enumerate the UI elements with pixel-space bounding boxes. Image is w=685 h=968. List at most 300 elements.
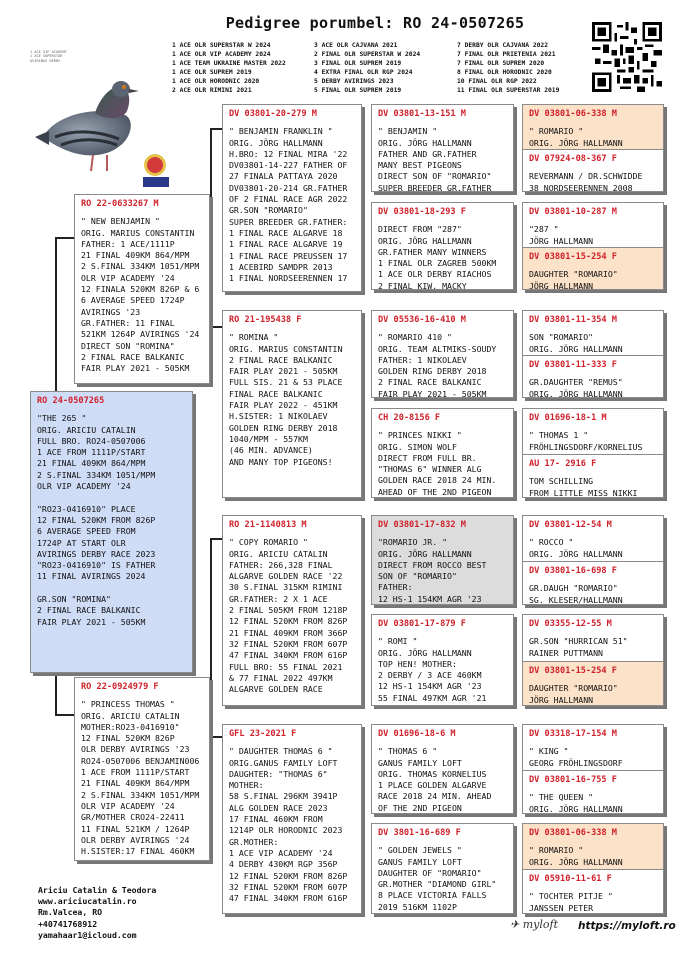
card-line: AHEAD OF THE 2ND PIGEON xyxy=(378,486,492,497)
card-lines xyxy=(378,332,508,398)
gen4-card[interactable] xyxy=(371,310,514,398)
card-line: GR.FATHER: 2 X 1 ACE xyxy=(229,593,328,604)
result-item: 1 ACE OLR HORODNIC 2020 xyxy=(172,77,260,85)
card-line: 2 FINAL KIW. MACKY xyxy=(378,280,467,290)
card-line: OLR DERBY AVIRINGS '24 xyxy=(81,834,190,845)
card-line: SON OF "ROMARIO" xyxy=(378,571,457,582)
card-line: RO24-0507006 BENJAMIN006 xyxy=(81,755,200,766)
card-line: ORIG. JÖRG HALLMANN xyxy=(229,137,323,148)
card-line: FULL BRO. RO24-0507006 xyxy=(37,435,146,446)
card-line: GEORG FRÖHLINGSDORF xyxy=(529,757,623,768)
card-line: 1 PLACE GOLDEN ALGARVE xyxy=(378,780,487,791)
gen5-card[interactable] xyxy=(522,408,664,498)
card-line: 2 FINAL 505KM FROM 1218P xyxy=(229,605,348,616)
card-line: GR.DAUGH "ROMARIO" xyxy=(529,583,618,594)
card-line: "THE 265 " xyxy=(37,413,87,424)
card-line: SON "ROMARIO" xyxy=(529,332,594,343)
card-line: 32 FINAL 520KM FROM 607P xyxy=(229,881,348,892)
card-line: DV03801-14-227 FATHER OF xyxy=(229,160,348,171)
card-line: FAIR PLAY 2021 - 505KM xyxy=(81,363,190,374)
card-line: ORIG. JÖRG HALLMANN xyxy=(529,388,623,398)
ring-number: DV 03801-11-354 M xyxy=(529,315,617,325)
card-line: ORIG. MARIUS CONSTANTIN xyxy=(229,343,343,354)
card-line: 38 NORDSEERENNEN 2008 xyxy=(529,182,633,192)
card-line: 17 FINAL 460KM FROM xyxy=(229,814,323,825)
result-item: 3 ACE OLR CAJVANA 2021 xyxy=(314,42,398,49)
connector-line xyxy=(362,526,364,626)
card-line: 2 S.FINAL 334KM 1051/MPM xyxy=(37,469,156,480)
card-line: ORIG. JÖRG HALLMANN xyxy=(529,548,623,559)
card-line: 4 DERBY 430KM RGP 356P xyxy=(229,859,338,870)
card-line: GR.SON "HURRICAN 51" xyxy=(529,636,628,647)
card-line: " ROMARIO 410 " xyxy=(378,332,452,343)
ring-number: DV 03318-17-154 M xyxy=(529,729,617,739)
card-line: OLR DERBY AVIRINGS '23 xyxy=(81,744,190,755)
card-line: " ROCCO " xyxy=(529,537,574,548)
card-line: 2 FINAL RACE BALKANIC xyxy=(229,354,333,365)
result-item: 1 ACE OLR VIP ACADEMY 2024 xyxy=(172,50,271,58)
card-lines xyxy=(378,430,508,498)
card-line: ORIG. JÖRG HALLMANN xyxy=(378,137,472,148)
card-lines xyxy=(81,216,204,374)
card-line: 1 FINAL RACE ALGARVE 18 xyxy=(229,227,343,238)
card-line: ORIG. JÖRG HALLMANN xyxy=(529,803,623,814)
pigeon-photo xyxy=(35,75,170,195)
result-item: 8 FINAL OLR HORODNIC 2020 xyxy=(457,68,552,76)
card-line: 12 FINAL 520KM FROM 826P xyxy=(229,616,348,627)
card-line: AVIRINGS '23 xyxy=(81,306,141,317)
card-line: ORIG. ARICIU CATALIN xyxy=(229,548,328,559)
card-line: " GOLDEN JEWELS " xyxy=(378,845,462,856)
card-line: 21 FINAL 409KM 864/MPM xyxy=(37,458,146,469)
card-line: 12 FINALA 520KM 826P & 6 xyxy=(81,284,200,295)
card-line: 21 FINAL 409KM 864/MPM xyxy=(81,778,190,789)
card-line: ORIG. JÖRG HALLMANN xyxy=(378,548,472,559)
card-line: 47 FINAL 340KM FROM 616P xyxy=(229,893,348,904)
card-line: 11 FINAL AVIRINGS 2024 xyxy=(37,571,146,582)
card-line: ORIG. ARICIU CATALIN xyxy=(81,710,180,721)
card-lines xyxy=(229,746,356,904)
ring-number: DV 03801-12-54 M xyxy=(529,520,612,530)
card-line: FROM LITTLE MISS NIKKI xyxy=(529,487,638,498)
card-line: 2 FINAL RACE BALKANIC xyxy=(378,377,482,388)
card-line: "287 " xyxy=(529,224,559,235)
card-line: ALG GOLDEN RACE 2023 xyxy=(229,802,328,813)
ring-number: DV 03801-15-254 F xyxy=(529,252,617,262)
ring-number: DV 03801-06-338 M xyxy=(529,109,617,119)
card-line: 6 AVERAGE SPEED 1724P xyxy=(81,295,185,306)
myloft-link[interactable]: https://myloft.ro xyxy=(578,920,676,932)
card-line: 2 DERBY / 3 ACE 460KM xyxy=(378,670,482,681)
card-line: H.SISTER: 1 NIKOLAEV xyxy=(229,411,328,422)
connector-line xyxy=(210,538,212,738)
gen5-sub-card[interactable] xyxy=(523,770,663,814)
card-line: TOP HEN! MOTHER: xyxy=(378,658,457,669)
sire-dam-card[interactable] xyxy=(222,310,362,498)
card-line: 1 FINAL NORDSEERENNEN 17 xyxy=(229,273,348,284)
card-line: GR.MOTHER: xyxy=(229,836,279,847)
card-line: & 77 FINAL 2022 497KM xyxy=(229,672,333,683)
card-line: FAIR PLAY 2021 - 505KM xyxy=(229,366,338,377)
ring-number: RO 22-0924979 F xyxy=(81,682,159,692)
card-line: AND MANY TOP PIGEONS! xyxy=(229,456,333,467)
card-line: SUPER BREEDER GR.FATHER xyxy=(378,182,492,192)
ring-number: AU 17- 2916 F xyxy=(529,459,597,469)
dam-dam-card[interactable] xyxy=(222,724,362,914)
card-line: H.BRO: 12 FINAL MIRA '22 xyxy=(229,148,348,159)
card-line: GOLDEN RING DERBY 2018 xyxy=(378,366,487,377)
card-line: JÖRG HALLMANN xyxy=(529,235,594,246)
gen5-sub-card[interactable] xyxy=(523,355,663,398)
card-line: 1 ACE VIP ACADEMY '24 xyxy=(229,847,333,858)
card-line: " BENJAMIN FRANKLIN " xyxy=(229,126,333,137)
result-item: 1 ACE OLR SUPREM 2019 xyxy=(172,68,252,76)
card-line: MOTHER: xyxy=(229,780,264,791)
card-line: 1 FINAL RACE ALGARVE 19 xyxy=(229,239,343,250)
gen5-card[interactable] xyxy=(522,724,664,814)
sire-sire-card[interactable] xyxy=(222,104,362,292)
ring-number: GFL 23-2021 F xyxy=(229,729,297,739)
card-line: DAUGHTER "ROMARIO" xyxy=(529,683,618,694)
ring-number: CH 20-8156 F xyxy=(378,413,441,423)
connector-line xyxy=(55,237,57,394)
card-line: ORIG. JÖRG HALLMANN xyxy=(529,856,623,867)
card-line: 6 AVERAGE SPEED FROM xyxy=(37,526,136,537)
gen5-card[interactable] xyxy=(522,104,664,192)
card-line: DIRECT SON "ROMINA" xyxy=(81,340,175,351)
gen4-card[interactable] xyxy=(371,724,514,814)
gen5-card[interactable] xyxy=(522,614,664,706)
card-line: 21 FINAL 409KM FROM 366P xyxy=(229,627,348,638)
gen5-card[interactable] xyxy=(522,310,664,398)
card-line: MOTHER:RO23-0416910" xyxy=(81,721,180,732)
ring-number: DV 03355-12-55 M xyxy=(529,619,612,629)
card-line: GANUS FAMILY LOFT xyxy=(378,757,462,768)
connector-line xyxy=(55,714,75,716)
card-line: FULL BRO: 55 FINAL 2021 xyxy=(229,661,343,672)
card-lines xyxy=(229,126,356,284)
card-line: 32 FINAL 520KM FROM 607P xyxy=(229,638,348,649)
breeder-name: Ariciu Catalin & Teodora xyxy=(38,885,157,895)
connector-line xyxy=(55,237,75,239)
card-line: ORIG. JÖRG HALLMANN xyxy=(529,343,623,354)
card-line: 8 PLACE VICTORIA FALLS xyxy=(378,890,487,901)
card-lines xyxy=(81,699,204,857)
card-line: " TOCHTER PITJE " xyxy=(529,891,613,902)
card-line: H.SISTER:17 FINAL 460KM xyxy=(81,846,195,857)
ring-number: DV 03801-16-755 F xyxy=(529,775,617,785)
card-line: 1 FINAL RACE PREUSSEN 17 xyxy=(229,250,348,261)
card-line: DIRECT FROM ROCCO BEST xyxy=(378,559,487,570)
result-item: 10 FINAL OLR RGP 2022 xyxy=(457,77,537,85)
card-line: 2 S.FINAL 334KM 1051/MPM xyxy=(81,261,200,272)
ring-number: RO 24-0507265 xyxy=(37,396,105,406)
card-line: FINAL RACE BALKANIC xyxy=(229,388,323,399)
card-lines xyxy=(37,413,187,628)
gen4-card[interactable] xyxy=(371,202,514,290)
gen4-card[interactable] xyxy=(371,515,514,605)
card-line: " BENJAMIN " xyxy=(378,126,438,137)
card-line xyxy=(37,583,187,594)
card-line: DAUGHTER: "THOMAS 6" xyxy=(229,768,328,779)
card-line: " DAUGHTER THOMAS 6 " xyxy=(229,746,333,757)
card-line: FATHER: xyxy=(378,582,413,593)
card-lines xyxy=(378,746,508,814)
ring-number: DV 03801-17-832 M xyxy=(378,520,466,530)
card-line: 12 HS-1 154KM AGR '23 xyxy=(378,593,482,604)
ring-number: DV 07924-08-367 F xyxy=(529,154,617,164)
result-item: 5 FINAL OLR SUPREM 2019 xyxy=(314,86,402,94)
card-line: OF 2 FINAL RACE AGR 2022 xyxy=(229,194,348,205)
bird-icon: ✈ xyxy=(510,918,520,931)
card-line: " ROMI " xyxy=(378,636,418,647)
card-line: (46 MIN. ADVANCE) xyxy=(229,445,313,456)
card-line: ORIG. ARICIU CATALIN xyxy=(37,424,136,435)
card-line: "THOMAS 6" WINNER ALG xyxy=(378,464,482,475)
gen5-sub-card[interactable] xyxy=(523,149,663,192)
sire-card[interactable] xyxy=(74,194,210,384)
card-line: 2 FINAL RACE BALKANIC xyxy=(37,605,141,616)
card-line: ORIG. JÖRG HALLMANN xyxy=(378,235,472,246)
myloft-logo: ✈ myloft xyxy=(510,918,558,931)
card-lines xyxy=(378,537,508,605)
card-line: GR/MOTHER CRO24-22411 xyxy=(81,812,185,823)
card-line: DAUGHTER OF "ROMARIO" xyxy=(378,867,482,878)
gen4-card[interactable] xyxy=(371,614,514,706)
card-line: DIRECT FROM FULL BR. xyxy=(378,452,477,463)
card-line: " NEW BENJAMIN " xyxy=(81,216,160,227)
card-line: REVERMANN / DR.SCHWIDDE xyxy=(529,171,643,182)
gen5-sub-card[interactable] xyxy=(523,454,663,498)
result-item: 3 FINAL OLR SUPREM 2019 xyxy=(314,59,402,67)
ring-number: DV 03801-11-333 F xyxy=(529,360,617,370)
card-line: ALGARVE GOLDEN RACE xyxy=(229,684,323,695)
card-line: JÖRG HALLMANN xyxy=(529,280,594,290)
ring-number: DV 3801-16-689 F xyxy=(378,828,461,838)
card-line: " THOMAS 1 " xyxy=(529,430,589,441)
results-list xyxy=(172,42,592,95)
card-line: GR.FATHER MANY WINNERS xyxy=(378,246,487,257)
ring-number: DV 03801-15-254 F xyxy=(529,666,617,676)
card-line: DAUGHTER "ROMARIO" xyxy=(529,269,618,280)
pigeon-card[interactable] xyxy=(30,391,193,673)
club-logo: 1 ACE VIP ACADEMY 1 ACE SUPERSTAR AVIRINGS DERBY xyxy=(30,50,67,63)
ring-number: DV 03801-17-879 F xyxy=(378,619,466,629)
card-line: " THOMAS 6 " xyxy=(378,746,438,757)
ring-number: DV 03801-18-293 F xyxy=(378,207,466,217)
card-line: RACE 2018 24 MIN. AHEAD xyxy=(378,791,492,802)
card-line: " PRINCES NIKKI " xyxy=(378,430,462,441)
result-item: 7 FINAL OLR SUPREM 2020 xyxy=(457,59,545,67)
card-line: SUPER BREEDER GR.FATHER: xyxy=(229,216,348,227)
breeder-phone[interactable]: +40741768912 xyxy=(38,918,98,929)
card-line: DV03801-20-214 GR.FATHER xyxy=(229,182,348,193)
card-line: GOLDEN RING DERBY 2018 xyxy=(229,422,338,433)
card-line: 30 S.FINAL 315KM RIMINI xyxy=(229,582,343,593)
card-line: 1 ACE OLR DERBY RIACHOS xyxy=(378,269,492,280)
card-line: FAIR PLAY 2021 - 505KM xyxy=(37,616,146,627)
card-line: OF THE 2ND PIGEON xyxy=(378,802,462,813)
card-line: 12 FINAL 520KM 826P xyxy=(81,733,175,744)
card-line: 1 ACEBIRD SAMDPR 2013 xyxy=(229,261,333,272)
card-line: " THE QUEEN " xyxy=(529,792,594,803)
card-line: 55 FINAL 497KM AGR '21 xyxy=(378,692,487,703)
card-lines xyxy=(378,224,508,290)
card-line: ORIG.GANUS FAMILY LOFT xyxy=(229,757,338,768)
connector-line xyxy=(210,128,222,130)
card-line: ORIG. SIMON WOLF xyxy=(378,441,457,452)
card-line: " KING " xyxy=(529,746,569,757)
card-line: " ROMARIO " xyxy=(529,845,584,856)
card-line: 1040/MPM - 557KM xyxy=(229,433,308,444)
card-lines xyxy=(229,537,356,695)
card-line: ALGARVE GOLDEN RACE '22 xyxy=(229,571,343,582)
qr-code[interactable] xyxy=(592,22,662,92)
card-line: 21 FINAL 409KM 864/MPM xyxy=(81,250,190,261)
ring-number: DV 05910-11-61 F xyxy=(529,874,612,884)
connector-line xyxy=(362,736,364,836)
dam-card[interactable] xyxy=(74,677,210,861)
ring-number: RO 21-195438 F xyxy=(229,315,302,325)
breeder-website[interactable]: www.ariciucatalin.ro xyxy=(38,896,137,907)
page-title: Pedigree porumbel: RO 24-0507265 xyxy=(225,14,525,32)
card-line: 58 S.FINAL 296KM 3941P xyxy=(229,791,338,802)
card-line: "ROMARIO JR. " xyxy=(378,537,448,548)
card-line: 12 HS-1 154KM AGR '23 xyxy=(378,681,482,692)
card-line: JÖRG HALLMANN xyxy=(529,694,594,705)
card-line: 12 FINAL 520KM FROM 826P xyxy=(37,514,156,525)
card-line: FATHER: 1 ACE/1111P xyxy=(81,238,175,249)
card-line: 12 FINAL 520KM FROM 826P xyxy=(229,870,348,881)
ring-number: DV 03801-13-151 M xyxy=(378,109,466,119)
card-line: MANY BEST PIGEONS xyxy=(378,160,462,171)
ring-number: DV 03801-20-279 M xyxy=(229,109,317,119)
card-line: 1 ACE FROM 1111P/START xyxy=(81,767,190,778)
dam-sire-card[interactable] xyxy=(222,515,362,706)
card-line: GR.DAUGHTER "REMUS" xyxy=(529,377,623,388)
card-line: ORIG. THOMAS KORNELIUS xyxy=(378,768,487,779)
card-line: "RO23-0416910" IS FATHER xyxy=(37,560,156,571)
card-line: TOM SCHILLING xyxy=(529,476,594,487)
card-line: SG. KLESER/HALLMANN xyxy=(529,594,623,605)
connector-line xyxy=(210,326,222,328)
card-line: GR.FATHER: 11 FINAL xyxy=(81,317,175,328)
card-line: FAIR PLAY 2022 - 451KM xyxy=(229,400,338,411)
gen5-card[interactable] xyxy=(522,202,664,290)
card-line: FULL SIS. 21 & 53 PLACE xyxy=(229,377,343,388)
gen4-card[interactable] xyxy=(371,104,514,192)
card-line: OLR VIP ACADEMY '24 xyxy=(81,800,175,811)
connector-line xyxy=(362,116,364,216)
card-line: 1 ACE FROM 1111P/START xyxy=(37,447,146,458)
card-line: FRÖHLINGSDORF/KORNELIUS xyxy=(529,441,643,452)
result-item: 2 FINAL OLR SUPERSTAR W 2024 xyxy=(314,50,421,58)
card-line: DIRECT FROM "287" xyxy=(378,224,462,235)
gen5-card[interactable] xyxy=(522,823,664,914)
card-line: DIRECT SON OF "ROMARIO" xyxy=(378,171,492,182)
card-lines xyxy=(378,126,508,192)
connector-line xyxy=(210,538,222,540)
ring-number: DV 01696-18-6 M xyxy=(378,729,456,739)
card-line: ORIG. JÖRG HALLMANN xyxy=(529,137,623,148)
card-line: OLR VIP ACADEMY '24 xyxy=(37,481,131,492)
breeder-contact xyxy=(38,885,156,941)
card-line: 47 FINAL 340KM FROM 616P xyxy=(229,650,348,661)
card-line: 1 FINAL OLR ZAGREB 500KM xyxy=(378,258,497,269)
gen5-sub-card[interactable] xyxy=(523,247,663,290)
card-line: " PRINCESS THOMAS " xyxy=(81,699,175,710)
card-line: OLR VIP ACADEMY '24 xyxy=(81,272,175,283)
connector-line xyxy=(362,318,364,418)
card-lines xyxy=(378,636,508,704)
card-line xyxy=(37,492,187,503)
card-line: 2 S.FINAL 334KM 1051/MPM xyxy=(81,789,200,800)
breeder-city: Rm.Valcea, RO xyxy=(38,907,103,918)
card-line: " COPY ROMARIO " xyxy=(229,537,308,548)
gen5-sub-card[interactable] xyxy=(523,869,663,914)
card-line: "RO23-0416910" PLACE xyxy=(37,503,136,514)
ring-number: DV 03801-10-287 M xyxy=(529,207,617,217)
card-line: " ROMARIO " xyxy=(529,126,584,137)
card-line: 2019 516KM 1102P xyxy=(378,901,457,912)
gen5-sub-card[interactable] xyxy=(523,561,663,605)
card-line: 1214P OLR HORODNIC 2023 xyxy=(229,825,343,836)
result-item: 1 ACE TEAM UKRAINE MASTER 2022 xyxy=(172,59,286,67)
result-item: 2 ACE OLR RIMINI 2021 xyxy=(172,86,252,94)
card-line: GR.SON "ROMARIO" xyxy=(229,205,308,216)
ring-number: RO 21-1140813 M xyxy=(229,520,307,530)
card-line: 27 FINALA PATTAYA 2020 xyxy=(229,171,338,182)
card-line: GR.SON "ROMINA" xyxy=(37,594,111,605)
card-line: 2 FINAL RACE BALKANIC xyxy=(81,351,185,362)
card-line: FATHER: 266,328 FINAL xyxy=(229,559,333,570)
card-line: ORIG. TEAM ALTMIKS-SOUDY xyxy=(378,343,497,354)
ring-number: DV 05536-16-410 M xyxy=(378,315,466,325)
card-line: GOLDEN RACE 2018 24 MIN. xyxy=(378,475,497,486)
card-line: " ROMINA " xyxy=(229,332,279,343)
card-line: 1724P AT START OLR xyxy=(37,537,126,548)
card-line: JANSSEN PETER xyxy=(529,902,594,913)
card-line: GANUS FAMILY LOFT xyxy=(378,856,462,867)
ring-number: DV 01696-18-1 M xyxy=(529,413,607,423)
gen4-card[interactable] xyxy=(371,408,514,498)
card-line: GR.MOTHER "DIAMOND GIRL" xyxy=(378,879,497,890)
result-item: 7 FINAL OLR PRIETENIA 2021 xyxy=(457,50,556,58)
result-item: 4 EXTRA FINAL OLR RGP 2024 xyxy=(314,68,413,76)
gen4-card[interactable] xyxy=(371,823,514,914)
ring-number: RO 22-0633267 M xyxy=(81,199,159,209)
result-item: 11 FINAL OLR SUPERSTAR 2019 xyxy=(457,86,560,94)
card-line: FAIR PLAY 2021 - 505KM xyxy=(378,388,487,398)
card-line: RAINER PUTTMANN xyxy=(529,647,603,658)
connector-line xyxy=(210,128,212,328)
card-line: ORIG. JÖRG HALLMANN xyxy=(378,647,472,658)
ring-number: DV 03801-16-698 F xyxy=(529,566,617,576)
result-item: 7 DERBY OLR CAJVANA 2022 xyxy=(457,42,548,49)
card-line: 521KM 1264P AVIRINGS '24 xyxy=(81,329,200,340)
gen5-sub-card[interactable] xyxy=(523,661,663,706)
card-line: 11 FINAL 521KM / 1264P xyxy=(81,823,190,834)
breeder-email[interactable]: yamahaar1@icloud.com xyxy=(38,929,137,940)
card-line: FATHER: 1 NIKOLAEV xyxy=(378,354,467,365)
card-lines xyxy=(229,332,356,468)
result-item: 1 ACE OLR SUPERSTAR W 2024 xyxy=(172,42,271,49)
result-item: 5 DERBY AVIRINGS 2023 xyxy=(314,77,394,85)
connector-line xyxy=(210,736,222,738)
gen5-card[interactable] xyxy=(522,515,664,605)
card-line: ORIG. MARIUS CONSTANTIN xyxy=(81,227,195,238)
card-line: FATHER AND GR.FATHER xyxy=(378,148,477,159)
